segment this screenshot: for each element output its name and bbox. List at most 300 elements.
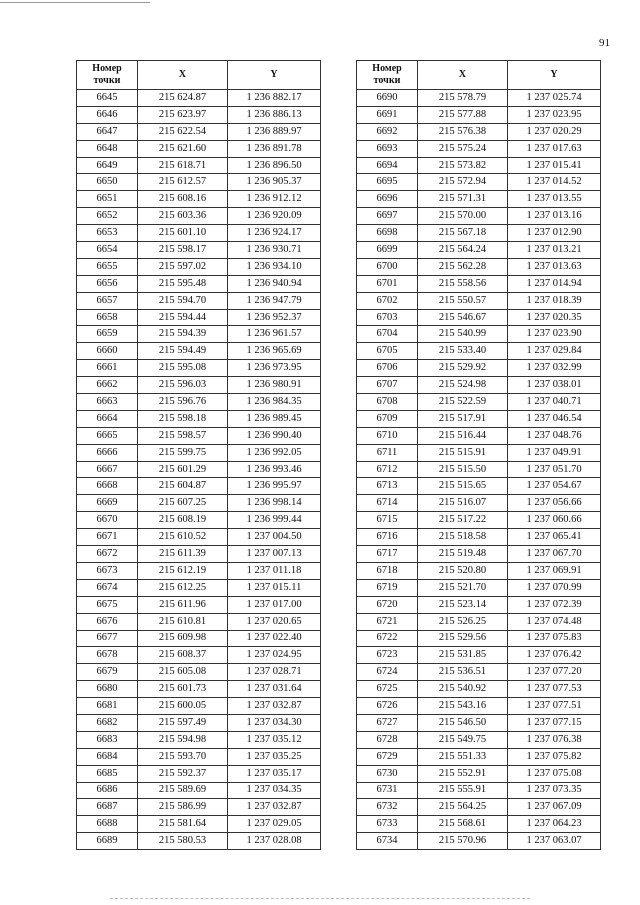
point-number-cell: 6674	[77, 579, 138, 596]
table-row	[77, 495, 321, 512]
table-row	[77, 664, 321, 681]
table-row	[77, 613, 321, 630]
y-coordinate-cell: 1 236 934.10	[228, 258, 321, 275]
y-coordinate-cell: 1 237 077.20	[508, 664, 601, 681]
x-coordinate-cell: 215 529.56	[418, 630, 508, 647]
y-header: Y	[508, 61, 601, 90]
y-coordinate-cell: 1 236 984.35	[228, 394, 321, 411]
point-number-cell: 6724	[357, 664, 418, 681]
table-row	[77, 833, 321, 850]
x-coordinate-cell: 215 598.17	[138, 242, 228, 259]
point-number-cell: 6663	[77, 394, 138, 411]
table-row	[77, 681, 321, 698]
x-coordinate-cell: 215 570.96	[418, 833, 508, 850]
point-number-cell: 6701	[357, 275, 418, 292]
table-row	[357, 495, 601, 512]
x-coordinate-cell: 215 572.94	[418, 174, 508, 191]
x-coordinate-cell: 215 517.22	[418, 512, 508, 529]
x-coordinate-cell: 215 622.54	[138, 123, 228, 140]
x-coordinate-cell: 215 603.36	[138, 208, 228, 225]
y-coordinate-cell: 1 237 065.41	[508, 529, 601, 546]
table-row	[77, 174, 321, 191]
y-coordinate-cell: 1 237 077.53	[508, 681, 601, 698]
x-coordinate-cell: 215 531.85	[418, 647, 508, 664]
table-row	[357, 782, 601, 799]
point-number-cell: 6653	[77, 225, 138, 242]
table-row	[77, 191, 321, 208]
y-coordinate-cell: 1 237 075.82	[508, 748, 601, 765]
y-coordinate-cell: 1 237 029.05	[228, 816, 321, 833]
point-number-cell: 6703	[357, 309, 418, 326]
bottom-edge-line	[110, 898, 530, 899]
point-number-cell: 6678	[77, 647, 138, 664]
point-number-cell: 6728	[357, 731, 418, 748]
x-coordinate-cell: 215 578.79	[418, 90, 508, 107]
y-coordinate-cell: 1 236 980.91	[228, 377, 321, 394]
point-number-cell: 6711	[357, 444, 418, 461]
point-number-cell: 6683	[77, 731, 138, 748]
table-row	[77, 579, 321, 596]
x-coordinate-cell: 215 610.81	[138, 613, 228, 630]
table-row	[357, 174, 601, 191]
y-coordinate-cell: 1 237 024.95	[228, 647, 321, 664]
table-row	[77, 106, 321, 123]
point-number-cell: 6714	[357, 495, 418, 512]
x-coordinate-cell: 215 601.73	[138, 681, 228, 698]
y-coordinate-cell: 1 237 020.35	[508, 309, 601, 326]
point-number-cell: 6707	[357, 377, 418, 394]
x-coordinate-cell: 215 589.69	[138, 782, 228, 799]
y-coordinate-cell: 1 237 049.91	[508, 444, 601, 461]
table-row	[77, 562, 321, 579]
y-coordinate-cell: 1 237 060.66	[508, 512, 601, 529]
point-number-cell: 6726	[357, 698, 418, 715]
y-coordinate-cell: 1 237 022.40	[228, 630, 321, 647]
y-coordinate-cell: 1 236 952.37	[228, 309, 321, 326]
table-row	[357, 394, 601, 411]
table-row	[357, 478, 601, 495]
table-row	[357, 698, 601, 715]
table-row	[77, 546, 321, 563]
table-row	[77, 208, 321, 225]
y-coordinate-cell: 1 237 015.41	[508, 157, 601, 174]
table-row	[357, 799, 601, 816]
table-row	[357, 613, 601, 630]
point-number-cell: 6662	[77, 377, 138, 394]
y-coordinate-cell: 1 237 014.94	[508, 275, 601, 292]
x-coordinate-cell: 215 581.64	[138, 816, 228, 833]
point-number-cell: 6666	[77, 444, 138, 461]
y-coordinate-cell: 1 237 076.38	[508, 731, 601, 748]
x-coordinate-cell: 215 570.00	[418, 208, 508, 225]
y-header: Y	[228, 61, 321, 90]
point-number-cell: 6649	[77, 157, 138, 174]
x-coordinate-cell: 215 519.48	[418, 546, 508, 563]
x-coordinate-cell: 215 575.24	[418, 140, 508, 157]
point-number-cell: 6695	[357, 174, 418, 191]
y-coordinate-cell: 1 236 992.05	[228, 444, 321, 461]
point-number-header-line1: Номер	[92, 63, 122, 74]
y-coordinate-cell: 1 237 056.66	[508, 495, 601, 512]
point-number-cell: 6670	[77, 512, 138, 529]
table-row	[77, 512, 321, 529]
y-coordinate-cell: 1 237 035.25	[228, 748, 321, 765]
x-coordinate-cell: 215 543.16	[418, 698, 508, 715]
x-coordinate-cell: 215 536.51	[418, 664, 508, 681]
table-row	[357, 343, 601, 360]
x-coordinate-cell: 215 555.91	[418, 782, 508, 799]
point-number-cell: 6734	[357, 833, 418, 850]
table-row	[357, 596, 601, 613]
point-number-cell: 6677	[77, 630, 138, 647]
y-coordinate-cell: 1 237 038.01	[508, 377, 601, 394]
table-row	[357, 377, 601, 394]
y-coordinate-cell: 1 237 073.35	[508, 782, 601, 799]
point-number-cell: 6682	[77, 714, 138, 731]
x-coordinate-cell: 215 526.25	[418, 613, 508, 630]
x-coordinate-cell: 215 621.60	[138, 140, 228, 157]
table-row	[77, 410, 321, 427]
x-coordinate-cell: 215 608.37	[138, 647, 228, 664]
table-row	[357, 140, 601, 157]
x-coordinate-cell: 215 598.57	[138, 427, 228, 444]
table-row	[357, 529, 601, 546]
y-coordinate-cell: 1 236 940.94	[228, 275, 321, 292]
y-coordinate-cell: 1 236 930.71	[228, 242, 321, 259]
point-number-cell: 6676	[77, 613, 138, 630]
table-row	[357, 275, 601, 292]
table-row	[357, 242, 601, 259]
table-row	[357, 816, 601, 833]
point-number-cell: 6710	[357, 427, 418, 444]
y-coordinate-cell: 1 236 924.17	[228, 225, 321, 242]
x-coordinate-cell: 215 608.19	[138, 512, 228, 529]
table-row	[357, 258, 601, 275]
point-number-cell: 6730	[357, 765, 418, 782]
table-row	[357, 647, 601, 664]
y-coordinate-cell: 1 237 051.70	[508, 461, 601, 478]
table-row	[77, 123, 321, 140]
point-number-cell: 6647	[77, 123, 138, 140]
y-coordinate-cell: 1 237 013.21	[508, 242, 601, 259]
point-number-cell: 6657	[77, 292, 138, 309]
y-coordinate-cell: 1 237 067.70	[508, 546, 601, 563]
table-row	[357, 664, 601, 681]
point-number-header	[357, 61, 418, 90]
x-coordinate-cell: 215 580.53	[138, 833, 228, 850]
x-coordinate-cell: 215 546.50	[418, 714, 508, 731]
table-row	[77, 343, 321, 360]
y-coordinate-cell: 1 237 014.52	[508, 174, 601, 191]
x-coordinate-cell: 215 524.98	[418, 377, 508, 394]
point-number-cell: 6660	[77, 343, 138, 360]
y-coordinate-cell: 1 236 886.13	[228, 106, 321, 123]
y-coordinate-cell: 1 236 990.40	[228, 427, 321, 444]
table-row	[77, 292, 321, 309]
point-number-cell: 6720	[357, 596, 418, 613]
x-coordinate-cell: 215 576.38	[418, 123, 508, 140]
table-row	[357, 714, 601, 731]
point-number-cell: 6700	[357, 258, 418, 275]
y-coordinate-cell: 1 237 035.12	[228, 731, 321, 748]
point-number-cell: 6681	[77, 698, 138, 715]
x-coordinate-cell: 215 601.29	[138, 461, 228, 478]
y-coordinate-cell: 1 237 075.83	[508, 630, 601, 647]
y-coordinate-cell: 1 236 889.97	[228, 123, 321, 140]
point-number-cell: 6655	[77, 258, 138, 275]
x-coordinate-cell: 215 551.33	[418, 748, 508, 765]
table-row	[357, 562, 601, 579]
table-row	[77, 799, 321, 816]
point-number-cell: 6717	[357, 546, 418, 563]
point-number-cell: 6702	[357, 292, 418, 309]
point-number-cell: 6718	[357, 562, 418, 579]
x-coordinate-cell: 215 546.67	[418, 309, 508, 326]
x-coordinate-cell: 215 596.03	[138, 377, 228, 394]
point-number-cell: 6691	[357, 106, 418, 123]
x-coordinate-cell: 215 612.19	[138, 562, 228, 579]
y-coordinate-cell: 1 237 029.84	[508, 343, 601, 360]
point-number-cell: 6715	[357, 512, 418, 529]
y-coordinate-cell: 1 237 035.17	[228, 765, 321, 782]
x-coordinate-cell: 215 577.88	[418, 106, 508, 123]
x-coordinate-cell: 215 549.75	[418, 731, 508, 748]
x-coordinate-cell: 215 568.61	[418, 816, 508, 833]
y-coordinate-cell: 1 237 032.99	[508, 360, 601, 377]
y-coordinate-cell: 1 236 961.57	[228, 326, 321, 343]
y-coordinate-cell: 1 237 070.99	[508, 579, 601, 596]
x-coordinate-cell: 215 594.39	[138, 326, 228, 343]
point-number-cell: 6708	[357, 394, 418, 411]
y-coordinate-cell: 1 236 965.69	[228, 343, 321, 360]
table-row	[77, 275, 321, 292]
x-coordinate-cell: 215 611.96	[138, 596, 228, 613]
table-row	[77, 647, 321, 664]
x-coordinate-cell: 215 608.16	[138, 191, 228, 208]
y-coordinate-cell: 1 237 046.54	[508, 410, 601, 427]
table-row	[357, 157, 601, 174]
point-number-header	[77, 61, 138, 90]
table-row	[77, 242, 321, 259]
table-row	[77, 698, 321, 715]
y-coordinate-cell: 1 237 074.48	[508, 613, 601, 630]
point-number-cell: 6704	[357, 326, 418, 343]
coordinate-table-right	[356, 60, 601, 850]
y-coordinate-cell: 1 236 905.37	[228, 174, 321, 191]
point-number-cell: 6705	[357, 343, 418, 360]
coordinate-table-left	[76, 60, 321, 850]
y-coordinate-cell: 1 236 912.12	[228, 191, 321, 208]
y-coordinate-cell: 1 236 920.09	[228, 208, 321, 225]
point-number-cell: 6698	[357, 225, 418, 242]
y-coordinate-cell: 1 237 023.90	[508, 326, 601, 343]
table-row	[357, 546, 601, 563]
y-coordinate-cell: 1 237 028.71	[228, 664, 321, 681]
point-number-cell: 6693	[357, 140, 418, 157]
table-row	[357, 225, 601, 242]
point-number-cell: 6721	[357, 613, 418, 630]
table-row	[357, 123, 601, 140]
x-coordinate-cell: 215 596.76	[138, 394, 228, 411]
table-row	[77, 140, 321, 157]
point-number-cell: 6692	[357, 123, 418, 140]
y-coordinate-cell: 1 237 018.39	[508, 292, 601, 309]
x-coordinate-cell: 215 550.57	[418, 292, 508, 309]
x-coordinate-cell: 215 571.31	[418, 191, 508, 208]
point-number-cell: 6733	[357, 816, 418, 833]
y-coordinate-cell: 1 237 077.51	[508, 698, 601, 715]
point-number-cell: 6725	[357, 681, 418, 698]
table-row	[357, 360, 601, 377]
y-coordinate-cell: 1 237 011.18	[228, 562, 321, 579]
table-row	[77, 765, 321, 782]
table-row	[357, 326, 601, 343]
x-coordinate-cell: 215 605.08	[138, 664, 228, 681]
x-coordinate-cell: 215 593.70	[138, 748, 228, 765]
y-coordinate-cell: 1 236 947.79	[228, 292, 321, 309]
point-number-cell: 6712	[357, 461, 418, 478]
point-number-cell: 6706	[357, 360, 418, 377]
y-coordinate-cell: 1 237 013.63	[508, 258, 601, 275]
point-number-cell: 6664	[77, 410, 138, 427]
point-number-cell: 6727	[357, 714, 418, 731]
x-coordinate-cell: 215 594.49	[138, 343, 228, 360]
y-coordinate-cell: 1 237 063.07	[508, 833, 601, 850]
x-coordinate-cell: 215 533.40	[418, 343, 508, 360]
point-number-cell: 6729	[357, 748, 418, 765]
x-coordinate-cell: 215 562.28	[418, 258, 508, 275]
point-number-cell: 6680	[77, 681, 138, 698]
table-row	[77, 461, 321, 478]
table-row	[357, 309, 601, 326]
table-header-row	[77, 61, 321, 90]
point-number-cell: 6697	[357, 208, 418, 225]
point-number-cell: 6685	[77, 765, 138, 782]
x-coordinate-cell: 215 515.91	[418, 444, 508, 461]
point-number-cell: 6716	[357, 529, 418, 546]
table-row	[357, 90, 601, 107]
point-number-header-line2: точки	[93, 75, 121, 86]
table-row	[357, 512, 601, 529]
point-number-cell: 6665	[77, 427, 138, 444]
y-coordinate-cell: 1 237 076.42	[508, 647, 601, 664]
table-row	[77, 596, 321, 613]
point-number-cell: 6687	[77, 799, 138, 816]
point-number-cell: 6654	[77, 242, 138, 259]
table-row	[77, 782, 321, 799]
table-row	[77, 309, 321, 326]
table-row	[77, 714, 321, 731]
x-coordinate-cell: 215 520.80	[418, 562, 508, 579]
x-coordinate-cell: 215 517.91	[418, 410, 508, 427]
table-row	[77, 816, 321, 833]
table-row	[77, 225, 321, 242]
x-coordinate-cell: 215 597.49	[138, 714, 228, 731]
y-coordinate-cell: 1 237 034.30	[228, 714, 321, 731]
y-coordinate-cell: 1 236 882.17	[228, 90, 321, 107]
point-number-cell: 6671	[77, 529, 138, 546]
x-coordinate-cell: 215 567.18	[418, 225, 508, 242]
table-row	[77, 630, 321, 647]
x-coordinate-cell: 215 609.98	[138, 630, 228, 647]
x-header: X	[418, 61, 508, 90]
table-row	[357, 444, 601, 461]
x-coordinate-cell: 215 623.97	[138, 106, 228, 123]
table-row	[357, 292, 601, 309]
y-coordinate-cell: 1 237 007.13	[228, 546, 321, 563]
y-coordinate-cell: 1 237 032.87	[228, 698, 321, 715]
y-coordinate-cell: 1 237 064.23	[508, 816, 601, 833]
y-coordinate-cell: 1 237 004.50	[228, 529, 321, 546]
x-coordinate-cell: 215 612.25	[138, 579, 228, 596]
table-row	[77, 444, 321, 461]
x-coordinate-cell: 215 521.70	[418, 579, 508, 596]
x-coordinate-cell: 215 592.37	[138, 765, 228, 782]
x-coordinate-cell: 215 564.24	[418, 242, 508, 259]
point-number-cell: 6690	[357, 90, 418, 107]
point-number-cell: 6699	[357, 242, 418, 259]
point-number-cell: 6719	[357, 579, 418, 596]
x-coordinate-cell: 215 595.08	[138, 360, 228, 377]
point-number-cell: 6722	[357, 630, 418, 647]
y-coordinate-cell: 1 237 017.63	[508, 140, 601, 157]
point-number-cell: 6696	[357, 191, 418, 208]
y-coordinate-cell: 1 237 015.11	[228, 579, 321, 596]
table-row	[77, 377, 321, 394]
point-number-cell: 6668	[77, 478, 138, 495]
x-coordinate-cell: 215 522.59	[418, 394, 508, 411]
x-coordinate-cell: 215 594.70	[138, 292, 228, 309]
x-coordinate-cell: 215 523.14	[418, 596, 508, 613]
point-number-cell: 6646	[77, 106, 138, 123]
x-coordinate-cell: 215 610.52	[138, 529, 228, 546]
y-coordinate-cell: 1 236 896.50	[228, 157, 321, 174]
table-row	[77, 258, 321, 275]
table-row	[357, 106, 601, 123]
x-coordinate-cell: 215 618.71	[138, 157, 228, 174]
point-number-cell: 6651	[77, 191, 138, 208]
x-coordinate-cell: 215 516.44	[418, 427, 508, 444]
x-coordinate-cell: 215 597.02	[138, 258, 228, 275]
point-number-cell: 6659	[77, 326, 138, 343]
point-number-cell: 6652	[77, 208, 138, 225]
point-number-cell: 6675	[77, 596, 138, 613]
x-coordinate-cell: 215 594.98	[138, 731, 228, 748]
y-coordinate-cell: 1 237 067.09	[508, 799, 601, 816]
point-number-cell: 6667	[77, 461, 138, 478]
point-number-cell: 6723	[357, 647, 418, 664]
table-row	[357, 461, 601, 478]
x-coordinate-cell: 215 611.39	[138, 546, 228, 563]
x-coordinate-cell: 215 515.50	[418, 461, 508, 478]
y-coordinate-cell: 1 237 020.65	[228, 613, 321, 630]
x-coordinate-cell: 215 604.87	[138, 478, 228, 495]
table-row	[357, 630, 601, 647]
point-number-cell: 6686	[77, 782, 138, 799]
point-number-cell: 6713	[357, 478, 418, 495]
y-coordinate-cell: 1 237 072.39	[508, 596, 601, 613]
point-number-cell: 6709	[357, 410, 418, 427]
y-coordinate-cell: 1 237 048.76	[508, 427, 601, 444]
y-coordinate-cell: 1 237 013.55	[508, 191, 601, 208]
x-coordinate-cell: 215 594.44	[138, 309, 228, 326]
y-coordinate-cell: 1 237 040.71	[508, 394, 601, 411]
y-coordinate-cell: 1 237 034.35	[228, 782, 321, 799]
y-coordinate-cell: 1 237 023.95	[508, 106, 601, 123]
x-coordinate-cell: 215 540.92	[418, 681, 508, 698]
table-row	[77, 529, 321, 546]
table-row	[357, 427, 601, 444]
